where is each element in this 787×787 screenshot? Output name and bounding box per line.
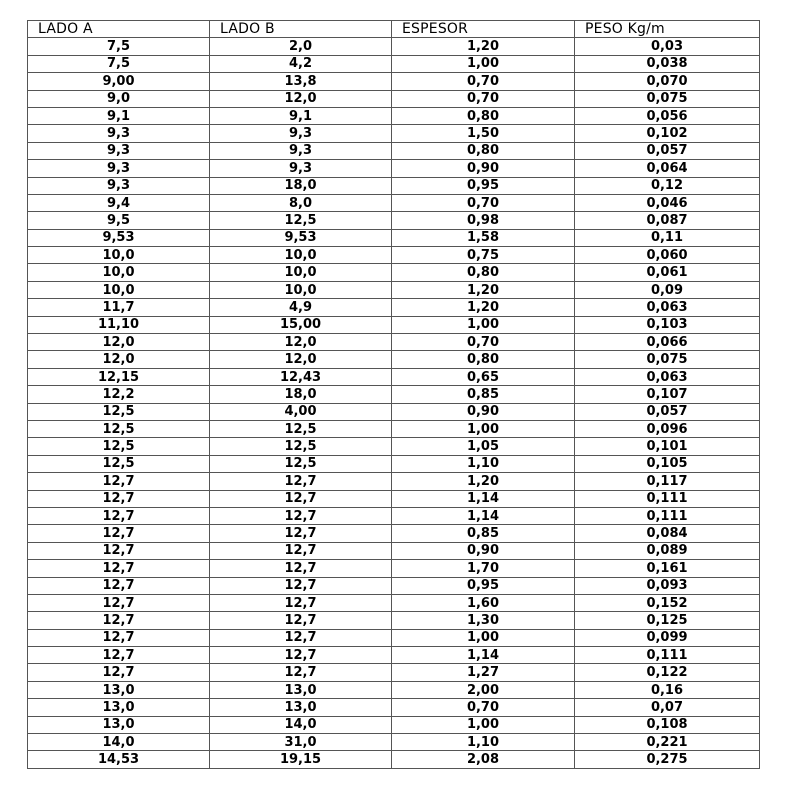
cell-espesor: 0,90 — [392, 403, 575, 420]
table-row — [28, 403, 760, 420]
cell-lado-a: 12,7 — [28, 629, 210, 646]
table-row — [28, 507, 760, 524]
table-row — [28, 751, 760, 768]
cell-peso: 0,221 — [575, 734, 760, 751]
cell-espesor: 1,14 — [392, 647, 575, 664]
cell-lado-a: 7,5 — [28, 38, 210, 55]
cell-peso: 0,111 — [575, 507, 760, 524]
cell-lado-a: 12,15 — [28, 368, 210, 385]
cell-lado-b: 18,0 — [210, 386, 392, 403]
table-header-row — [28, 21, 760, 38]
cell-lado-a: 12,5 — [28, 438, 210, 455]
cell-peso: 0,12 — [575, 177, 760, 194]
table-row — [28, 612, 760, 629]
table-row — [28, 473, 760, 490]
cell-lado-a: 9,1 — [28, 107, 210, 124]
table-row — [28, 125, 760, 142]
cell-lado-b: 19,15 — [210, 751, 392, 768]
cell-espesor: 1,20 — [392, 299, 575, 316]
header-espesor: ESPESOR — [392, 21, 575, 38]
table-row — [28, 681, 760, 698]
cell-lado-b: 18,0 — [210, 177, 392, 194]
cell-lado-b: 12,7 — [210, 473, 392, 490]
cell-lado-b: 10,0 — [210, 281, 392, 298]
cell-lado-a: 12,7 — [28, 473, 210, 490]
table-row — [28, 455, 760, 472]
cell-lado-a: 12,7 — [28, 594, 210, 611]
cell-lado-a: 12,7 — [28, 507, 210, 524]
cell-lado-a: 10,0 — [28, 264, 210, 281]
cell-espesor: 1,00 — [392, 316, 575, 333]
cell-espesor: 1,14 — [392, 507, 575, 524]
cell-lado-b: 12,7 — [210, 612, 392, 629]
cell-peso: 0,161 — [575, 560, 760, 577]
cell-peso: 0,066 — [575, 334, 760, 351]
cell-lado-b: 12,7 — [210, 507, 392, 524]
cell-peso: 0,063 — [575, 299, 760, 316]
table-row — [28, 560, 760, 577]
cell-peso: 0,063 — [575, 368, 760, 385]
cell-lado-b: 12,7 — [210, 577, 392, 594]
cell-lado-a: 12,7 — [28, 490, 210, 507]
cell-lado-b: 12,7 — [210, 560, 392, 577]
cell-peso: 0,061 — [575, 264, 760, 281]
cell-lado-a: 9,3 — [28, 177, 210, 194]
cell-lado-b: 12,7 — [210, 629, 392, 646]
cell-lado-b: 31,0 — [210, 734, 392, 751]
cell-espesor: 1,50 — [392, 125, 575, 142]
cell-peso: 0,087 — [575, 212, 760, 229]
cell-espesor: 1,14 — [392, 490, 575, 507]
cell-peso: 0,105 — [575, 455, 760, 472]
cell-espesor: 0,80 — [392, 142, 575, 159]
cell-lado-b: 12,43 — [210, 368, 392, 385]
table-row — [28, 229, 760, 246]
cell-peso: 0,101 — [575, 438, 760, 455]
cell-lado-a: 11,10 — [28, 316, 210, 333]
cell-espesor: 1,20 — [392, 281, 575, 298]
cell-espesor: 0,85 — [392, 386, 575, 403]
cell-lado-a: 12,7 — [28, 664, 210, 681]
cell-lado-b: 13,0 — [210, 699, 392, 716]
cell-espesor: 0,65 — [392, 368, 575, 385]
cell-lado-b: 12,7 — [210, 542, 392, 559]
cell-lado-b: 9,1 — [210, 107, 392, 124]
cell-lado-b: 12,7 — [210, 525, 392, 542]
table-row — [28, 490, 760, 507]
cell-lado-b: 10,0 — [210, 247, 392, 264]
cell-peso: 0,117 — [575, 473, 760, 490]
cell-espesor: 1,00 — [392, 629, 575, 646]
table-row — [28, 386, 760, 403]
cell-peso: 0,275 — [575, 751, 760, 768]
cell-peso: 0,125 — [575, 612, 760, 629]
cell-lado-a: 12,7 — [28, 525, 210, 542]
table-row — [28, 734, 760, 751]
cell-peso: 0,060 — [575, 247, 760, 264]
table-row — [28, 525, 760, 542]
cell-peso: 0,111 — [575, 490, 760, 507]
cell-espesor: 1,10 — [392, 455, 575, 472]
cell-peso: 0,111 — [575, 647, 760, 664]
cell-lado-a: 9,53 — [28, 229, 210, 246]
cell-lado-a: 14,53 — [28, 751, 210, 768]
cell-peso: 0,096 — [575, 420, 760, 437]
cell-lado-a: 13,0 — [28, 681, 210, 698]
table-row — [28, 594, 760, 611]
cell-peso: 0,102 — [575, 125, 760, 142]
cell-peso: 0,16 — [575, 681, 760, 698]
cell-lado-b: 4,9 — [210, 299, 392, 316]
cell-espesor: 2,00 — [392, 681, 575, 698]
cell-lado-b: 12,7 — [210, 647, 392, 664]
table-row — [28, 420, 760, 437]
cell-lado-b: 9,3 — [210, 125, 392, 142]
cell-peso: 0,099 — [575, 629, 760, 646]
cell-peso: 0,057 — [575, 403, 760, 420]
cell-peso: 0,107 — [575, 386, 760, 403]
cell-lado-a: 12,7 — [28, 542, 210, 559]
cell-peso: 0,093 — [575, 577, 760, 594]
cell-lado-a: 12,5 — [28, 455, 210, 472]
cell-peso: 0,046 — [575, 194, 760, 211]
table-row — [28, 55, 760, 72]
table-row — [28, 316, 760, 333]
cell-lado-a: 12,0 — [28, 334, 210, 351]
cell-espesor: 0,75 — [392, 247, 575, 264]
header-lado-b: LADO B — [210, 21, 392, 38]
cell-lado-a: 9,3 — [28, 160, 210, 177]
cell-lado-b: 12,7 — [210, 664, 392, 681]
cell-peso: 0,089 — [575, 542, 760, 559]
cell-lado-a: 9,00 — [28, 73, 210, 90]
cell-espesor: 1,27 — [392, 664, 575, 681]
cell-espesor: 0,90 — [392, 542, 575, 559]
cell-lado-a: 12,7 — [28, 647, 210, 664]
cell-peso: 0,03 — [575, 38, 760, 55]
cell-lado-b: 12,7 — [210, 594, 392, 611]
cell-lado-b: 10,0 — [210, 264, 392, 281]
cell-lado-a: 13,0 — [28, 699, 210, 716]
cell-lado-a: 12,0 — [28, 351, 210, 368]
table-row — [28, 577, 760, 594]
cell-lado-a: 9,0 — [28, 90, 210, 107]
table-body — [28, 38, 760, 768]
cell-espesor: 0,80 — [392, 107, 575, 124]
table-row — [28, 438, 760, 455]
table-row — [28, 281, 760, 298]
cell-espesor: 0,70 — [392, 194, 575, 211]
cell-lado-b: 4,2 — [210, 55, 392, 72]
table-row — [28, 647, 760, 664]
cell-lado-b: 13,8 — [210, 73, 392, 90]
cell-peso: 0,07 — [575, 699, 760, 716]
cell-lado-b: 8,0 — [210, 194, 392, 211]
cell-espesor: 0,85 — [392, 525, 575, 542]
table-row — [28, 334, 760, 351]
cell-espesor: 0,95 — [392, 177, 575, 194]
cell-lado-a: 12,7 — [28, 560, 210, 577]
table-row — [28, 177, 760, 194]
cell-espesor: 1,00 — [392, 55, 575, 72]
cell-espesor: 1,30 — [392, 612, 575, 629]
table-row — [28, 160, 760, 177]
cell-espesor: 0,70 — [392, 90, 575, 107]
cell-lado-b: 9,53 — [210, 229, 392, 246]
cell-lado-a: 11,7 — [28, 299, 210, 316]
cell-peso: 0,122 — [575, 664, 760, 681]
cell-lado-a: 12,2 — [28, 386, 210, 403]
cell-lado-a: 9,5 — [28, 212, 210, 229]
cell-peso: 0,056 — [575, 107, 760, 124]
cell-lado-b: 12,0 — [210, 334, 392, 351]
cell-espesor: 1,70 — [392, 560, 575, 577]
cell-espesor: 1,10 — [392, 734, 575, 751]
cell-peso: 0,11 — [575, 229, 760, 246]
table-row — [28, 264, 760, 281]
cell-lado-b: 12,7 — [210, 490, 392, 507]
cell-lado-b: 15,00 — [210, 316, 392, 333]
header-lado-a: LADO A — [28, 21, 210, 38]
cell-espesor: 0,70 — [392, 73, 575, 90]
cell-espesor: 1,05 — [392, 438, 575, 455]
cell-lado-a: 12,5 — [28, 403, 210, 420]
cell-lado-a: 12,5 — [28, 420, 210, 437]
cell-espesor: 0,98 — [392, 212, 575, 229]
table-row — [28, 299, 760, 316]
cell-lado-b: 12,0 — [210, 90, 392, 107]
cell-peso: 0,057 — [575, 142, 760, 159]
table-row — [28, 194, 760, 211]
cell-lado-b: 12,0 — [210, 351, 392, 368]
cell-espesor: 0,70 — [392, 334, 575, 351]
cell-espesor: 0,95 — [392, 577, 575, 594]
cell-peso: 0,038 — [575, 55, 760, 72]
cell-espesor: 1,00 — [392, 420, 575, 437]
cell-peso: 0,070 — [575, 73, 760, 90]
cell-lado-b: 9,3 — [210, 142, 392, 159]
table-row — [28, 699, 760, 716]
cell-peso: 0,103 — [575, 316, 760, 333]
cell-lado-b: 13,0 — [210, 681, 392, 698]
cell-lado-a: 10,0 — [28, 281, 210, 298]
cell-lado-a: 10,0 — [28, 247, 210, 264]
cell-lado-a: 12,7 — [28, 577, 210, 594]
table-row — [28, 716, 760, 733]
cell-espesor: 0,80 — [392, 351, 575, 368]
table-row — [28, 247, 760, 264]
cell-lado-a: 7,5 — [28, 55, 210, 72]
cell-peso: 0,075 — [575, 351, 760, 368]
cell-lado-b: 12,5 — [210, 455, 392, 472]
table-row — [28, 38, 760, 55]
cell-lado-b: 14,0 — [210, 716, 392, 733]
cell-peso: 0,075 — [575, 90, 760, 107]
table-row — [28, 629, 760, 646]
cell-lado-a: 9,3 — [28, 125, 210, 142]
cell-lado-b: 12,5 — [210, 420, 392, 437]
profile-weight-table — [27, 20, 760, 769]
cell-peso: 0,09 — [575, 281, 760, 298]
cell-lado-a: 9,3 — [28, 142, 210, 159]
table-row — [28, 664, 760, 681]
cell-lado-a: 12,7 — [28, 612, 210, 629]
cell-espesor: 1,00 — [392, 716, 575, 733]
table-row — [28, 368, 760, 385]
cell-espesor: 0,80 — [392, 264, 575, 281]
cell-lado-a: 9,4 — [28, 194, 210, 211]
cell-espesor: 2,08 — [392, 751, 575, 768]
cell-espesor: 1,58 — [392, 229, 575, 246]
cell-espesor: 1,20 — [392, 473, 575, 490]
cell-lado-b: 12,5 — [210, 438, 392, 455]
cell-lado-b: 9,3 — [210, 160, 392, 177]
cell-peso: 0,064 — [575, 160, 760, 177]
cell-lado-a: 14,0 — [28, 734, 210, 751]
profile-table-sheet — [27, 20, 759, 769]
cell-espesor: 0,70 — [392, 699, 575, 716]
table-row — [28, 90, 760, 107]
cell-espesor: 1,20 — [392, 38, 575, 55]
cell-peso: 0,108 — [575, 716, 760, 733]
cell-peso: 0,084 — [575, 525, 760, 542]
table-row — [28, 73, 760, 90]
cell-lado-a: 13,0 — [28, 716, 210, 733]
table-row — [28, 212, 760, 229]
cell-espesor: 1,60 — [392, 594, 575, 611]
cell-espesor: 0,90 — [392, 160, 575, 177]
table-row — [28, 142, 760, 159]
cell-lado-b: 12,5 — [210, 212, 392, 229]
table-row — [28, 107, 760, 124]
table-row — [28, 351, 760, 368]
cell-lado-b: 2,0 — [210, 38, 392, 55]
cell-lado-b: 4,00 — [210, 403, 392, 420]
header-peso: PESO Kg/m — [575, 21, 760, 38]
cell-peso: 0,152 — [575, 594, 760, 611]
table-row — [28, 542, 760, 559]
